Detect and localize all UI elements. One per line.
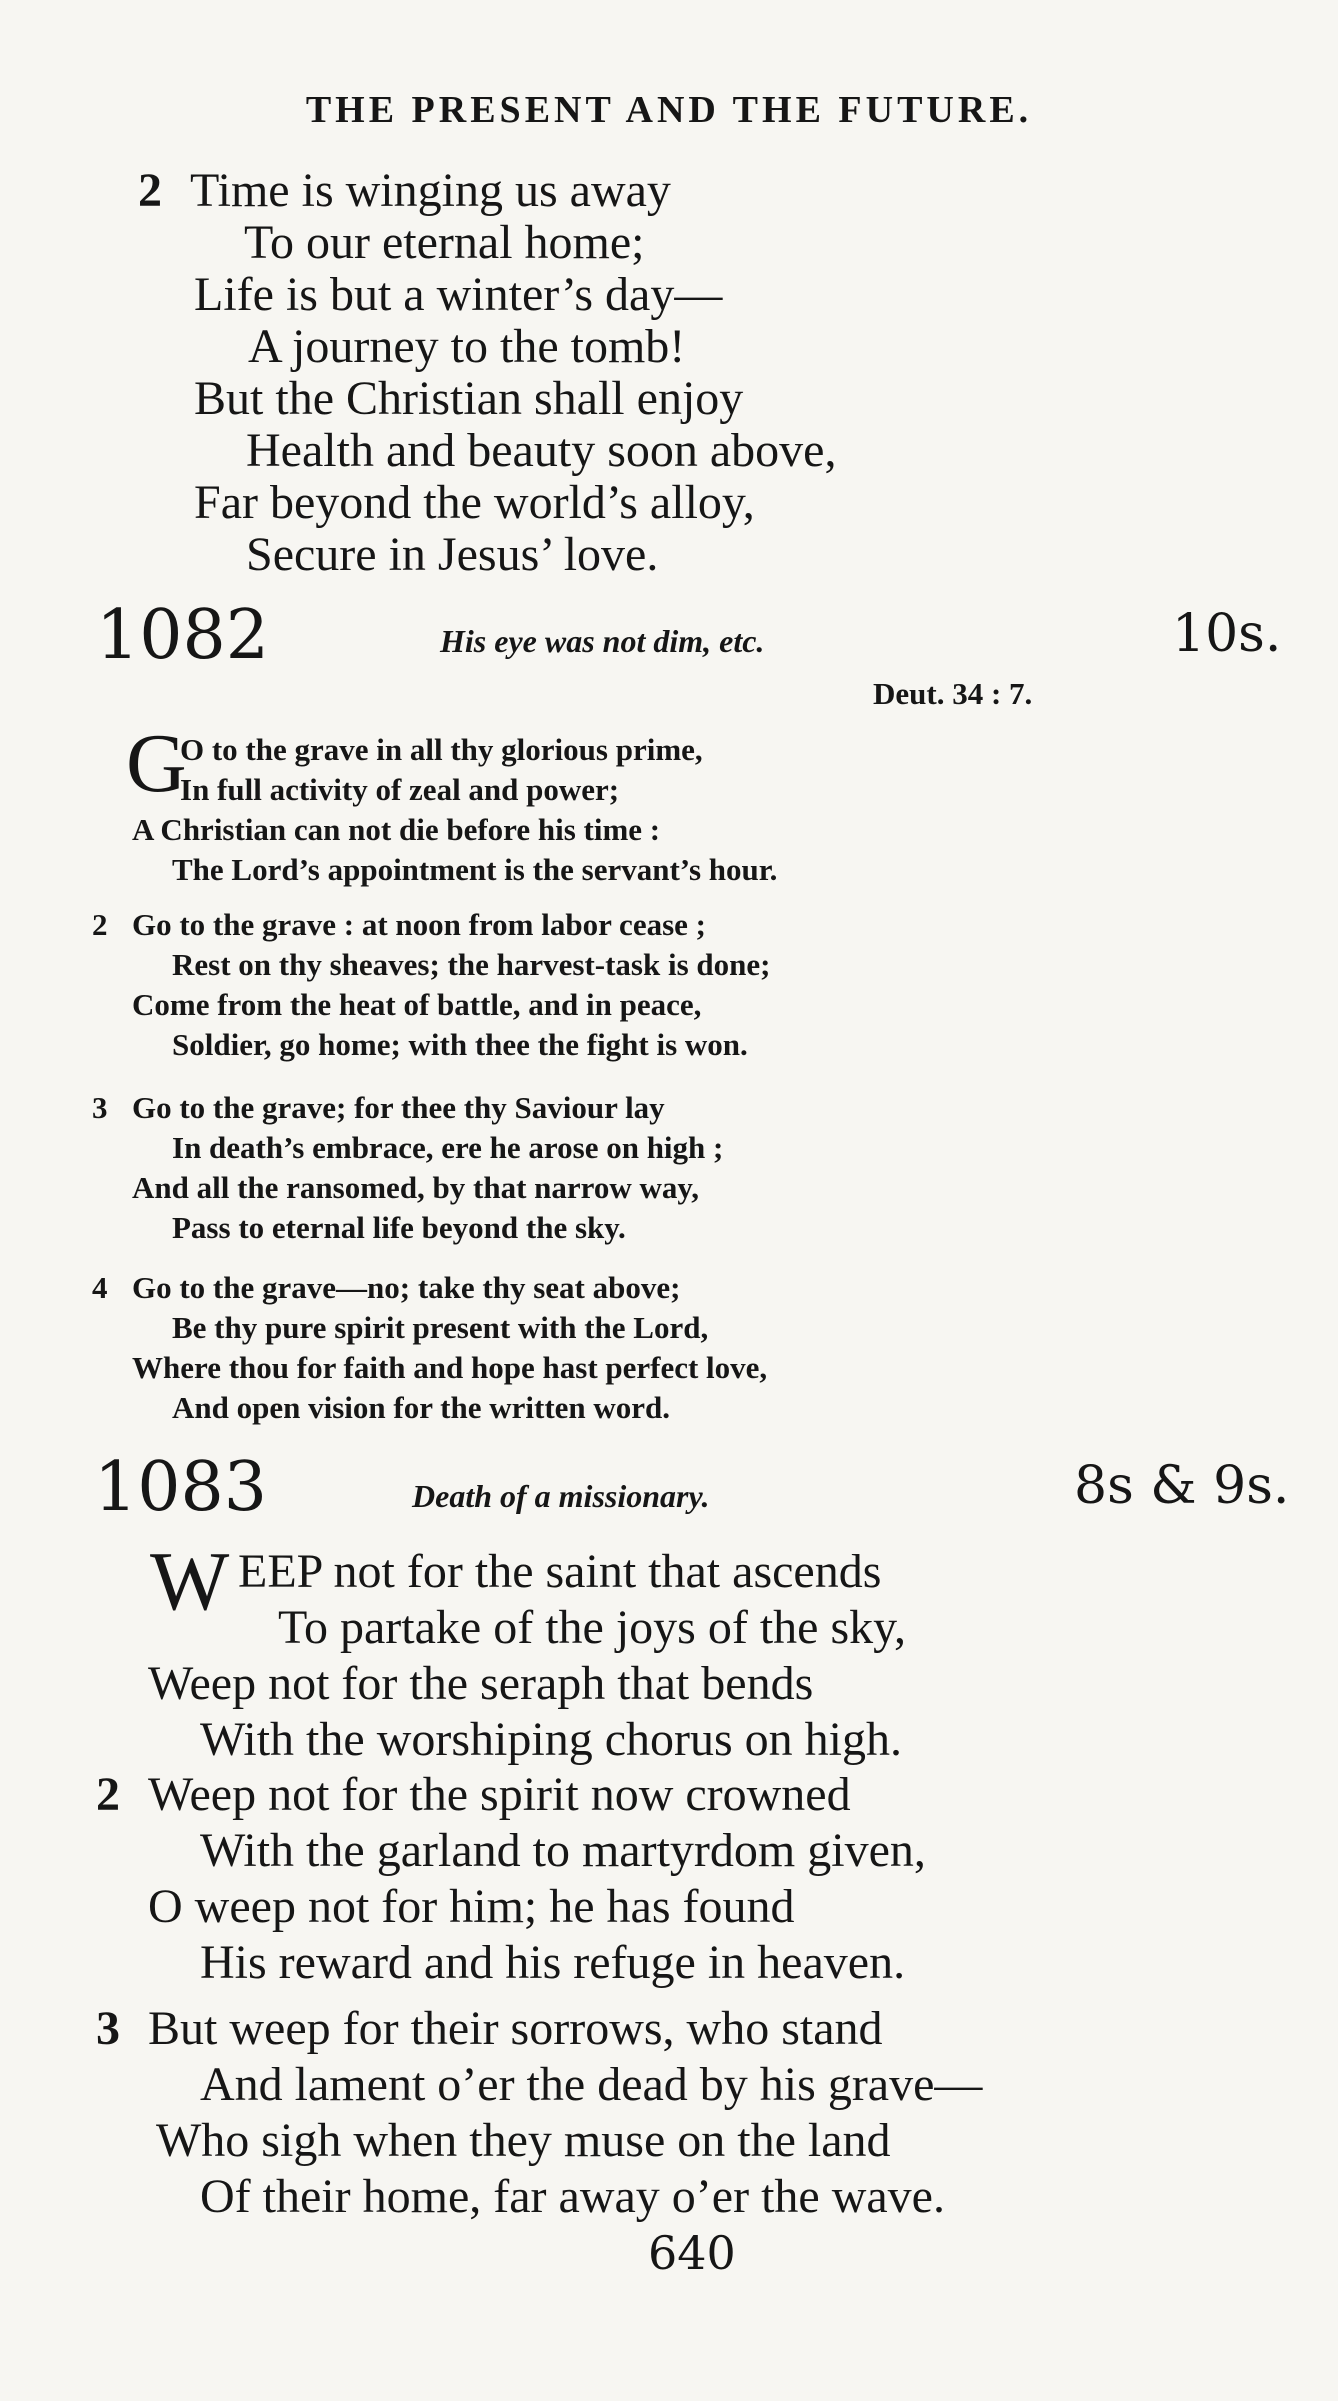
verse-line: To partake of the joys of the sky, (278, 1601, 907, 1654)
verse-line: But the Christian shall enjoy (194, 372, 744, 425)
verse-line: O weep not for him; he has found (148, 1880, 795, 1933)
verse-line: With the worshiping chorus on high. (200, 1713, 902, 1766)
drop-cap: G (126, 717, 187, 810)
verse-line: Go to the grave : at noon from labor cease ; (132, 907, 706, 942)
hymn-subject: Death of a missionary. (412, 1478, 710, 1514)
verse-line: Pass to eternal life beyond the sky. (172, 1210, 626, 1245)
verse-line: Of their home, far away o’er the wave. (200, 2170, 945, 2223)
verse-line: With the garland to martyrdom given, (200, 1824, 926, 1877)
verse-line: Far beyond the world’s alloy, (194, 476, 755, 529)
page-header: THE PRESENT AND THE FUTURE. (305, 89, 1033, 131)
stanza-number: 3 (92, 1090, 108, 1125)
verse-line: Who sigh when they muse on the land (156, 2114, 891, 2167)
verse-line: O to the grave in all thy glorious prime, (180, 732, 703, 767)
verse-line: Weep not for the seraph that bends (148, 1657, 814, 1710)
verse-line: But weep for their sorrows, who stand (148, 2002, 883, 2055)
hymn-meter: 10s. (1172, 604, 1282, 664)
scripture-reference: Deut. 34 : 7. (873, 676, 1033, 711)
verse-line: Health and beauty soon above, (246, 424, 837, 477)
hymn-number: 1082 (96, 596, 270, 675)
verse-line: His reward and his refuge in heaven. (200, 1936, 906, 1989)
drop-cap: W (150, 1535, 230, 1628)
verse-line: In full activity of zeal and power; (180, 772, 620, 807)
verse-line: And open vision for the written word. (172, 1390, 671, 1425)
verse-line: To our eternal home; (244, 216, 645, 269)
verse-line: Time is winging us away (190, 164, 671, 217)
verse-line: Weep not for the spirit now crowned (148, 1768, 851, 1821)
hymn-number: 1083 (94, 1448, 268, 1527)
verse-line: In death’s embrace, ere he arose on high ; (172, 1130, 724, 1165)
stanza-number: 2 (92, 907, 108, 942)
stanza-number: 4 (92, 1270, 108, 1305)
verse-line: Secure in Jesus’ love. (246, 528, 659, 581)
stanza-number: 3 (96, 2002, 120, 2055)
verse-line: Go to the grave—no; take thy seat above; (132, 1270, 681, 1305)
verse-line: A journey to the tomb! (248, 320, 686, 373)
stanza-number: 2 (96, 1768, 120, 1821)
verse-line: Go to the grave; for thee thy Saviour lay (132, 1090, 665, 1125)
verse-line: EEP not for the saint that ascends (238, 1545, 882, 1598)
hymn-subject: His eye was not dim, etc. (440, 623, 765, 659)
verse-line: The Lord’s appointment is the servant’s hour. (172, 852, 778, 887)
verse-line: A Christian can not die before his time : (132, 812, 661, 847)
verse-line: Soldier, go home; with thee the fight is won. (172, 1027, 748, 1062)
verse-line: Be thy pure spirit present with the Lord, (172, 1310, 709, 1345)
verse-line: Where thou for faith and hope hast perfect love, (132, 1350, 768, 1385)
verse-line: And all the ransomed, by that narrow way, (132, 1170, 699, 1205)
verse-line: Rest on thy sheaves; the harvest-task is done; (172, 947, 771, 982)
stanza-number: 2 (138, 164, 162, 217)
verse-line: Life is but a winter’s day— (194, 268, 723, 321)
verse-line: And lament o’er the dead by his grave— (200, 2058, 983, 2111)
verse-line: Come from the heat of battle, and in peace, (132, 987, 702, 1022)
page-number: 640 (648, 2226, 736, 2280)
hymn-meter: 8s & 9s. (1074, 1456, 1290, 1516)
